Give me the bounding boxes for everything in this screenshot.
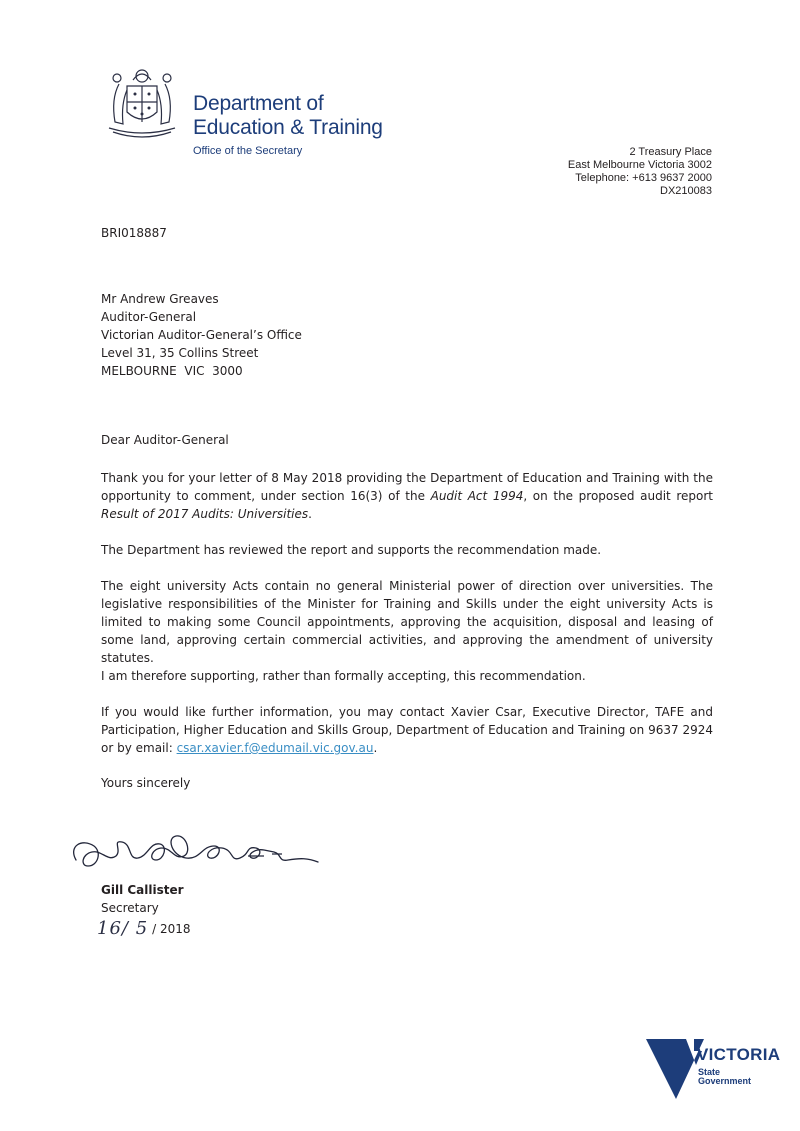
- address-line: Telephone: +613 9637 2000: [575, 172, 712, 184]
- paragraph-2: The Department has reviewed the report and supports the recommendation made.: [101, 543, 602, 557]
- sender-address: [568, 146, 712, 198]
- paragraph-3: The eight university Acts contain no general Ministerial power of direction over universities. The legislative responsibilities of the Minister for Training and Skills under the eight university Acts is limited to making some Council appointments, approving the acquisition, disposal and leasing of some land, approving certain commercial activities, and approving the amendment of university statutes.: [101, 579, 713, 665]
- signatory-name: Gill Callister: [101, 883, 184, 897]
- recipient-line: MELBOURNE VIC 3000: [101, 364, 243, 378]
- department-line2: Education & Training: [193, 116, 383, 139]
- paragraph-4: I am therefore supporting, rather than formally accepting, this recommendation.: [101, 669, 586, 683]
- victoria-subtitle: [698, 1068, 751, 1086]
- paragraph-5: [101, 703, 713, 757]
- reference-number: BRI018887: [101, 226, 167, 240]
- date-year: / 2018: [152, 922, 191, 936]
- recipient-line: Auditor-General: [101, 310, 197, 324]
- address-line: East Melbourne Victoria 3002: [567, 159, 712, 171]
- act-name: Audit Act 1994: [430, 489, 524, 503]
- department-name: [193, 92, 383, 140]
- paragraph-1: [101, 469, 713, 523]
- handwritten-signature: [68, 826, 320, 874]
- address-line: 2 Treasury Place: [629, 146, 712, 158]
- closing: Yours sincerely: [101, 776, 191, 790]
- department-line1: Department of: [193, 92, 324, 115]
- victoria-subtitle-line2: Government: [698, 1076, 752, 1086]
- recipient-line: Victorian Auditor-General’s Office: [101, 328, 302, 342]
- victoria-subtitle-line1: State: [698, 1067, 721, 1077]
- signature-date: [97, 915, 191, 939]
- email-link[interactable]: csar.xavier.f@edumail.vic.gov.au: [176, 741, 374, 755]
- victoria-wordmark: VICTORIA: [697, 1045, 781, 1064]
- paragraph-1-text: .: [308, 507, 312, 521]
- signatory-title: Secretary: [101, 901, 159, 915]
- salutation: Dear Auditor-General: [101, 433, 229, 447]
- paragraph-1-text: Thank you for your letter of 8 May 2018 providing the Department of Education and Training with the opportunity to comment, under section 16(3) of the: [101, 471, 713, 503]
- office-name: Office of the Secretary: [193, 145, 303, 157]
- coat-of-arms-icon: [97, 54, 187, 144]
- paragraph-5-text: If you would like further information, you may contact Xavier Csar, Executive Director, TAFE and Participation, Higher Education and Skills Group, Department of Education and Training on 9637 2924 or by email:: [101, 705, 713, 755]
- address-line: DX210083: [660, 185, 712, 197]
- paragraph-1-text: , on the proposed audit report: [523, 489, 714, 503]
- paragraph-5-end: .: [373, 741, 378, 755]
- recipient-address: [101, 290, 302, 380]
- date-handwritten: 16/ 5: [97, 918, 149, 939]
- report-name: Result of 2017 Audits: Universities: [101, 507, 309, 521]
- recipient-line: Mr Andrew Greaves: [101, 292, 219, 306]
- recipient-line: Level 31, 35 Collins Street: [101, 346, 259, 360]
